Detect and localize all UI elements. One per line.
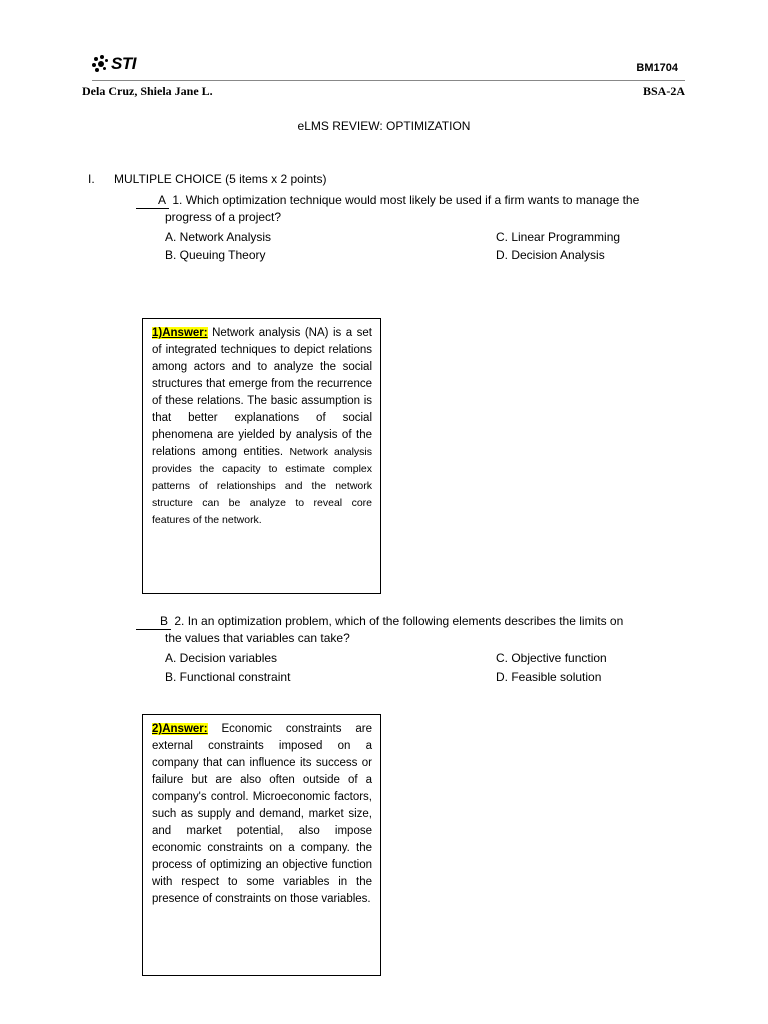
- answer-blank: [136, 613, 160, 630]
- question-2: [136, 613, 623, 630]
- question-1-text-line1: 1. Which optimization technique would most likely be used if a firm wants to manage the: [172, 193, 640, 207]
- question-1-text-line2: progress of a project?: [165, 210, 282, 224]
- question-1: [136, 192, 639, 209]
- question-1-option-a: A. Network Analysis: [165, 230, 272, 244]
- question-1-answer: A: [158, 192, 169, 209]
- question-2-option-d: D. Feasible solution: [496, 670, 602, 684]
- answer-box-1: [142, 318, 381, 594]
- answer-1-explanation: Network analysis (NA) is a set of integrated techniques to depict relations among actors and to analyze the social structures that emerge from the recurrence of these relations. The basic assumption is that better explanations of social phenomena are yielded by analysis of the relations among entities.: [152, 327, 372, 458]
- question-1-option-b: B. Queuing Theory: [165, 248, 266, 262]
- part-number: I.: [88, 172, 95, 186]
- student-name: Dela Cruz, Shiela Jane L.: [82, 84, 213, 98]
- question-2-answer: B: [160, 613, 171, 630]
- sti-globe-icon: [92, 55, 110, 73]
- question-1-option-c: C. Linear Programming: [496, 230, 621, 244]
- logo-text: STI: [111, 54, 136, 73]
- part-title: MULTIPLE CHOICE (5 items x 2 points): [114, 172, 327, 186]
- question-2-option-b: B. Functional constraint: [165, 670, 291, 684]
- document-code: BM1704: [636, 62, 678, 74]
- answer-box-2: [142, 714, 381, 976]
- question-2-text-line2: the values that variables can take?: [165, 631, 350, 645]
- student-section: BSA-2A: [642, 84, 685, 98]
- answer-1-label: 1)Answer:: [152, 327, 208, 339]
- question-1-option-d: D. Decision Analysis: [496, 248, 605, 262]
- header-divider: [92, 80, 685, 81]
- question-2-option-a: A. Decision variables: [165, 651, 278, 665]
- document-title: eLMS REVIEW: OPTIMIZATION: [297, 119, 471, 133]
- answer-blank: [136, 192, 158, 209]
- answer-1-explanation-extra: Network analysis provides the capacity to estimate complex patterns of relationships and the network structure can be analyze to reveal core features of the network.: [152, 446, 372, 526]
- sti-logo: [92, 54, 136, 74]
- answer-2-label: 2)Answer:: [152, 723, 208, 735]
- question-2-text-line1: 2. In an optimization problem, which of the following elements describes the limits on: [174, 614, 624, 628]
- answer-2-explanation: Economic constraints are external constraints imposed on a company that can influence its success or failure but are also often outside of a company's control. Microeconomic factors, such as supply and demand, market size, and market potential, also impose economic constraints on a company. the process of optimizing an objective function with respect to some variables in the presence of constraints on those variables.: [152, 723, 372, 905]
- question-2-option-c: C. Objective function: [496, 651, 607, 665]
